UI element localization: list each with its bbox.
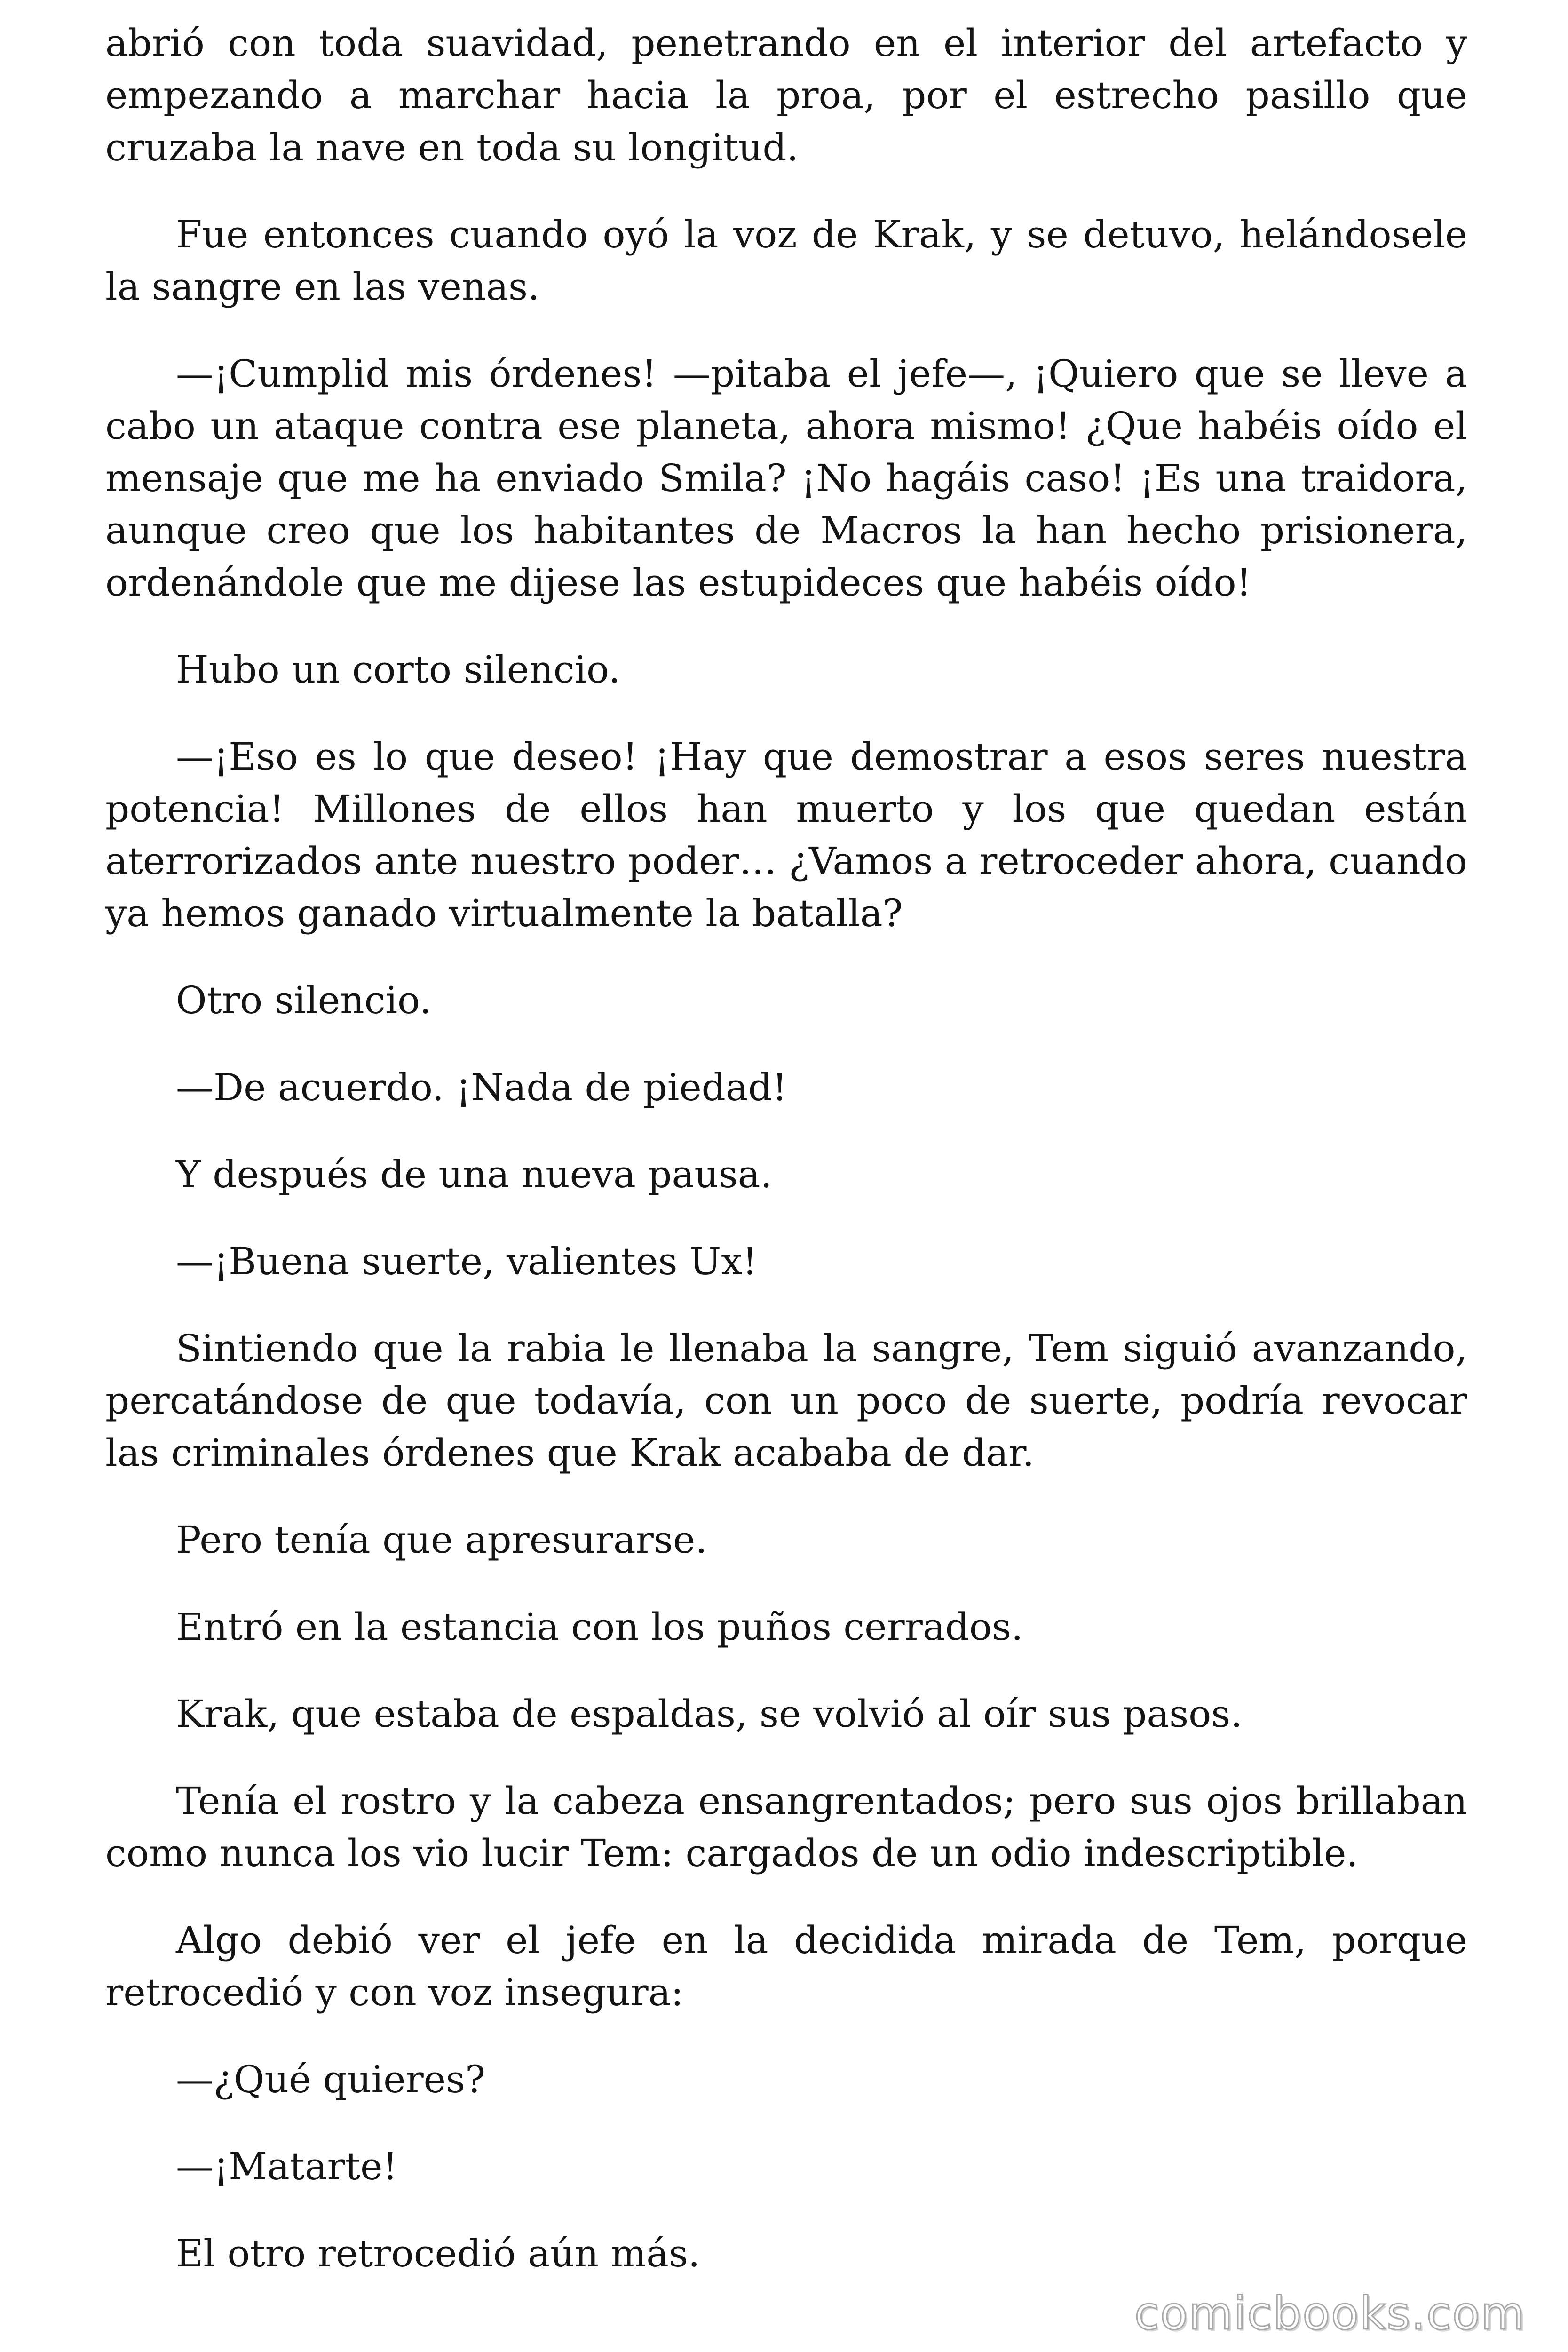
paragraph: abrió con toda suavidad, penetrando en el interior del artefacto y empezando a marchar hacia la proa, por el estrecho pasillo que cruzaba la nave en toda su longitud. <box>105 21 1467 169</box>
paragraph: —¿Qué quieres? <box>176 2058 485 2101</box>
watermark: comicbooks.com <box>1134 2287 1526 2340</box>
paragraph: El otro retrocedió aún más. <box>176 2232 700 2275</box>
paragraph: Tenía el rostro y la cabeza ensangrentados; pero sus ojos brillaban como nunca los vio lucir Tem: cargados de un odio indescriptible. <box>105 1779 1467 1875</box>
paragraph: —¡Buena suerte, valientes Ux! <box>176 1240 758 1283</box>
paragraph: Entró en la estancia con los puños cerrados. <box>176 1605 1023 1649</box>
paragraph: Otro silencio. <box>176 978 432 1022</box>
paragraph: Y después de una nueva pausa. <box>176 1152 772 1196</box>
paragraph: Pero tenía que apresurarse. <box>176 1518 707 1562</box>
body-text <box>105 17 1467 2314</box>
paragraph: Sintiendo que la rabia le llenaba la sangre, Tem siguió avanzando, percatándose de que todavía, con un poco de suerte, podría revocar las criminales órdenes que Krak acababa de dar. <box>105 1327 1467 1475</box>
paragraph: Algo debió ver el jefe en la decidida mirada de Tem, porque retrocedió y con voz insegura: <box>105 1918 1467 2014</box>
paragraph: Krak, que estaba de espaldas, se volvió al oír sus pasos. <box>176 1692 1243 1736</box>
paragraph: Hubo un corto silencio. <box>176 648 621 691</box>
paragraph: —De acuerdo. ¡Nada de piedad! <box>176 1065 787 1109</box>
paragraph: Fue entonces cuando oyó la voz de Krak, y se detuvo, helándosele la sangre en las venas. <box>105 213 1467 309</box>
paragraph: —¡Matarte! <box>176 2145 398 2188</box>
paragraph: —¡Eso es lo que deseo! ¡Hay que demostrar a esos seres nuestra potencia! Millones de ellos han muerto y los que quedan están aterrorizados ante nuestro poder… ¿Vamos a retroceder ahora, cuando ya hemos ganado virtualmente la batalla? <box>105 735 1467 935</box>
paragraph: —¡Cumplid mis órdenes! —pitaba el jefe—, ¡Quiero que se lleve a cabo un ataque contra ese planeta, ahora mismo! ¿Que habéis oído el mensaje que me ha enviado Smila? ¡No hagáis caso! ¡Es una traidora, aunque creo que los habitantes de Macros la han hecho prisionera, ordenándole que me dijese las estupideces que habéis oído! <box>105 352 1467 604</box>
